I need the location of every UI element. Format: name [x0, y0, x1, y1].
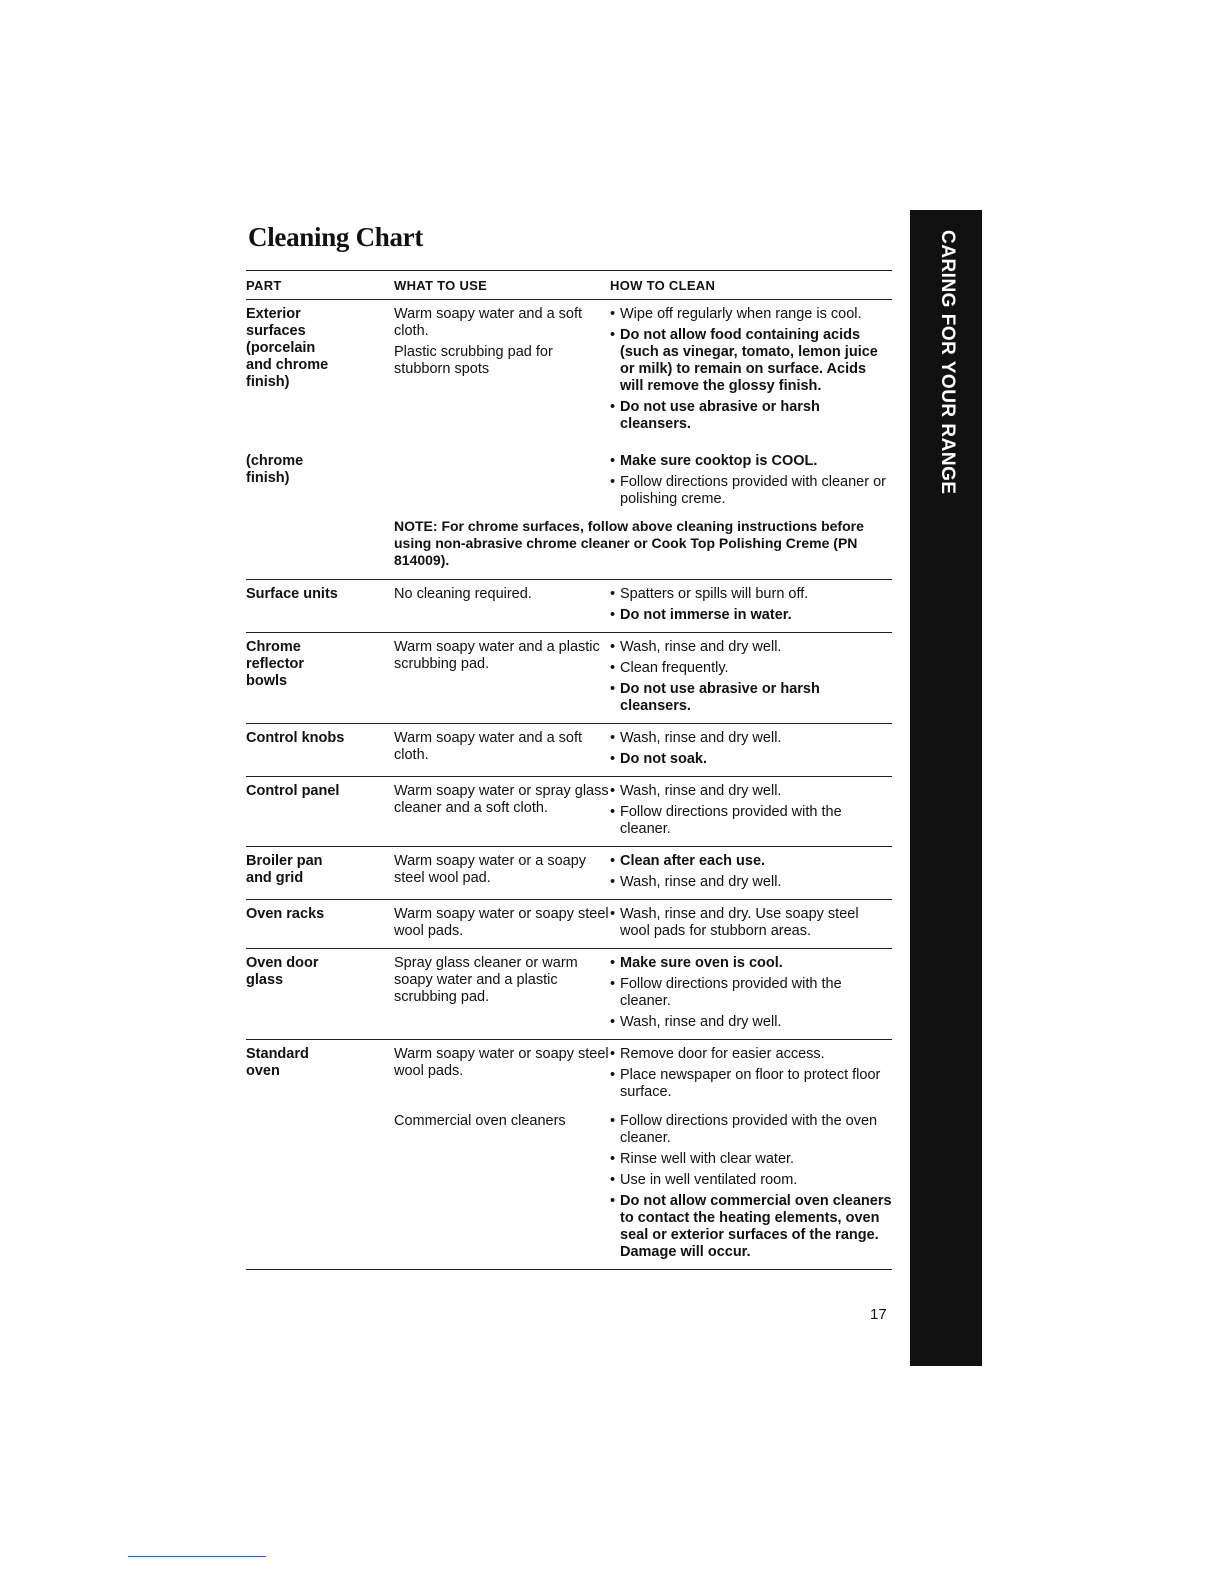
list-item: • Wash, rinse and dry well. — [610, 730, 782, 746]
control-knobs-part: Control knobs — [246, 730, 345, 746]
table-row-chrome-reflector-bowls — [246, 633, 892, 724]
list-item: • Spatters or spills will burn off. — [610, 586, 809, 602]
standard-oven-how-to-clean — [610, 1111, 892, 1265]
exterior-how-to-clean — [610, 304, 892, 437]
cleaning-chart-table — [246, 270, 892, 1270]
list-item: • Follow directions provided with cleaner or polishing creme. — [610, 474, 886, 507]
list-item: • Wash, rinse and dry well. — [610, 639, 782, 655]
chrome-note: NOTE: For chrome surfaces, follow above cleaning instructions before using non-abrasive chrome cleaner or Cook Top Polishing Creme (PN 814009). — [394, 518, 864, 568]
chrome-finish-part: (chrome finish) — [246, 453, 304, 486]
chrome-finish-how-to-clean — [610, 451, 892, 512]
list-item: • Follow directions provided with the oven cleaner. — [610, 1113, 878, 1146]
control-panel-how-to-clean — [610, 781, 892, 842]
chrome-reflector-bowls-what-to-use: Warm soapy water and a plastic scrubbing pad. — [394, 639, 600, 672]
footer-divider — [128, 1556, 266, 1557]
surface-units-how-to-clean — [610, 584, 892, 628]
list-item: • Clean after each use. — [610, 853, 766, 869]
header-how-to-clean: HOW TO CLEAN — [610, 278, 716, 293]
standard-oven-part: Standard oven — [246, 1046, 309, 1079]
table-row-oven-racks — [246, 900, 892, 949]
list-item: • Do not soak. — [610, 751, 708, 767]
list-item: • Do not allow commercial oven cleaners to contact the heating elements, oven seal or exterior surfaces of the range. Damage will occur. — [610, 1193, 892, 1260]
list-item: • Wash, rinse and dry well. — [610, 783, 782, 799]
side-tab-label: CARING FOR YOUR RANGE — [937, 230, 958, 495]
list-item: • Wash, rinse and dry. Use soapy steel wool pads for stubborn areas. — [610, 906, 859, 939]
list-item: • Do not immerse in water. — [610, 607, 792, 623]
chart-rows — [246, 580, 892, 1270]
header-what-to-use: WHAT TO USE — [394, 278, 488, 293]
surface-units-part: Surface units — [246, 586, 338, 602]
list-item: • Wash, rinse and dry well. — [610, 1014, 782, 1030]
broiler-pan-and-grid-what-to-use: Warm soapy water or a soapy steel wool pad. — [394, 853, 587, 886]
oven-door-glass-part: Oven door glass — [246, 955, 319, 988]
surface-units-what-to-use: No cleaning required. — [394, 586, 532, 602]
table-row-surface-units — [246, 580, 892, 633]
exterior-what-to-use: Warm soapy water and a soft cloth. Plastic scrubbing pad for stubborn spots — [394, 306, 583, 377]
table-row-exterior — [246, 300, 892, 580]
standard-oven-what-to-use: Warm soapy water or soapy steel wool pads. — [394, 1046, 609, 1079]
control-panel-what-to-use: Warm soapy water or spray glass cleaner and a soft cloth. — [394, 783, 609, 816]
standard-oven-what-to-use-alt: Commercial oven cleaners — [394, 1113, 566, 1129]
list-item: • Wash, rinse and dry well. — [610, 874, 782, 890]
control-knobs-what-to-use: Warm soapy water and a soft cloth. — [394, 730, 583, 763]
oven-racks-how-to-clean — [610, 904, 892, 944]
list-item: • Clean frequently. — [610, 660, 729, 676]
oven-door-glass-what-to-use: Spray glass cleaner or warm soapy water and a plastic scrubbing pad. — [394, 955, 578, 1005]
list-item: • Do not use abrasive or harsh cleansers. — [610, 399, 820, 432]
header-part: PART — [246, 278, 282, 293]
control-knobs-how-to-clean — [610, 728, 892, 772]
oven-racks-what-to-use: Warm soapy water or soapy steel wool pads. — [394, 906, 609, 939]
list-item: • Follow directions provided with the cleaner. — [610, 804, 842, 837]
standard-oven-how-to-clean — [610, 1044, 892, 1105]
list-item: • Do not use abrasive or harsh cleansers. — [610, 681, 820, 714]
list-item: • Do not allow food containing acids (such as vinegar, tomato, lemon juice or milk) to remain on surface. Acids will remove the glossy finish. — [610, 327, 878, 394]
chrome-reflector-bowls-part: Chrome reflector bowls — [246, 639, 305, 689]
list-item: • Place newspaper on floor to protect floor surface. — [610, 1067, 881, 1100]
list-item: • Follow directions provided with the cleaner. — [610, 976, 842, 1009]
table-row-oven-door-glass — [246, 949, 892, 1040]
list-item: • Make sure oven is cool. — [610, 955, 783, 971]
list-item: • Rinse well with clear water. — [610, 1151, 795, 1167]
table-row-control-knobs — [246, 724, 892, 777]
list-item: • Use in well ventilated room. — [610, 1172, 798, 1188]
list-item: • Make sure cooktop is COOL. — [610, 453, 818, 469]
table-row-control-panel — [246, 777, 892, 847]
table-header — [246, 270, 892, 300]
chrome-finish-subrow — [246, 437, 892, 512]
page-title: Cleaning Chart — [248, 222, 424, 252]
chrome-reflector-bowls-how-to-clean — [610, 637, 892, 719]
broiler-pan-and-grid-part: Broiler pan and grid — [246, 853, 323, 886]
list-item: • Wipe off regularly when range is cool. — [610, 306, 862, 322]
control-panel-part: Control panel — [246, 783, 340, 799]
table-row-standard-oven — [246, 1040, 892, 1270]
broiler-pan-and-grid-how-to-clean — [610, 851, 892, 895]
table-row-broiler-pan-and-grid — [246, 847, 892, 900]
list-item: • Remove door for easier access. — [610, 1046, 825, 1062]
oven-door-glass-how-to-clean — [610, 953, 892, 1035]
oven-racks-part: Oven racks — [246, 906, 325, 922]
page-number: 17 — [870, 1306, 887, 1323]
exterior-part: Exterior surfaces (porcelain and chrome finish) — [246, 306, 329, 390]
